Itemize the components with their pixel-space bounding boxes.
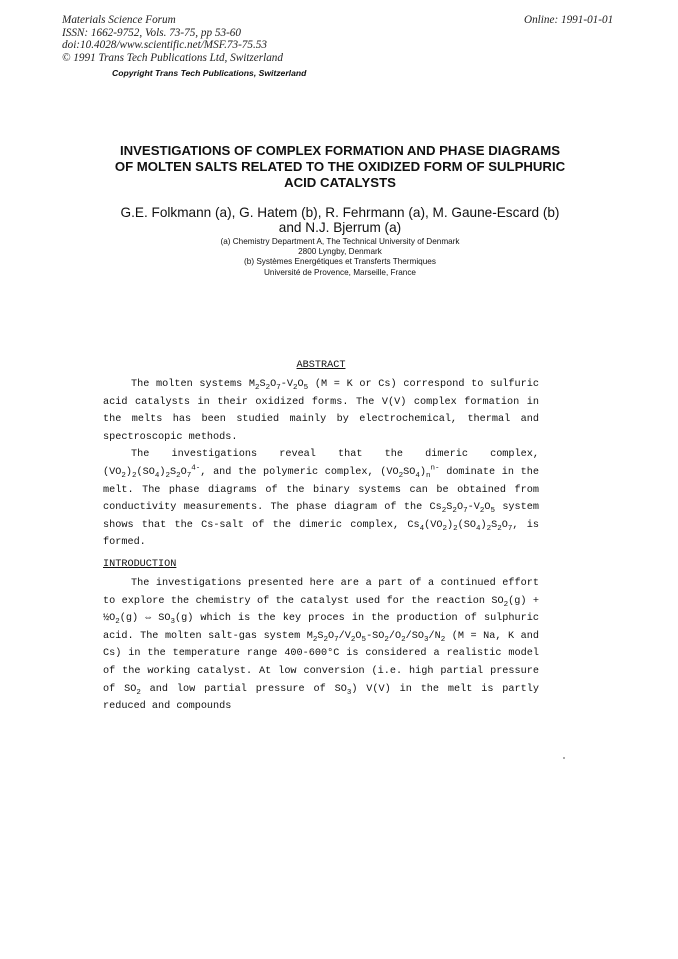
abstract-paragraph-1: The molten systems $M_2S_2O_7-V_2O_5$ (M = K or Cs) correspond to sulfuric acid catalysts in their oxidized forms. The V(V) complex formation in the melts has been studied mainly by electrochemical, thermal and spectroscopic methods. bbox=[103, 379, 539, 443]
copyright-line: © 1991 Trans Tech Publications Ltd, Switzerland bbox=[62, 51, 283, 64]
issn-line: ISSN: 1662-9752, Vols. 73-75, pp 53-60 bbox=[62, 26, 241, 39]
title-line: INVESTIGATIONS OF COMPLEX FORMATION AND PHASE DIAGRAMS bbox=[119, 143, 561, 158]
copyright-note: Copyright Trans Tech Publications, Switzerland bbox=[112, 68, 307, 78]
abstract-body bbox=[103, 376, 539, 552]
journal-header bbox=[62, 14, 283, 64]
paper-title bbox=[90, 143, 590, 191]
scan-speck bbox=[563, 757, 565, 759]
introduction-body bbox=[103, 575, 539, 716]
authors bbox=[90, 205, 590, 235]
affiliations bbox=[90, 237, 590, 278]
affiliation-line: (a) Chemistry Department A, The Technical University of Denmark bbox=[220, 237, 460, 246]
title-line: ACID CATALYSTS bbox=[284, 175, 396, 190]
online-date: Online: 1991-01-01 bbox=[524, 14, 614, 26]
abstract-heading: ABSTRACT bbox=[296, 360, 346, 371]
authors-line: G.E. Folkmann (a), G. Hatem (b), R. Fehrmann (a), M. Gaune-Escard (b) bbox=[120, 205, 560, 220]
affiliation-line: Université de Provence, Marseille, France bbox=[264, 267, 416, 277]
journal-name: Materials Science Forum bbox=[62, 14, 176, 26]
abstract-paragraph-2: The investigations reveal that the dimeric complex, $(VO_2)_2(SO_4)_2S_2O_7^{4-}$, and the polymeric complex, $(VO_2SO_4)_n^{n-}$ dominate in the melt. The phase diagrams of the binary systems can be obtained from conductivity measurements. The phase diagram of the $Cs_2S_2O_7-V_2O_5$ system shows that the Cs-salt of the dimeric complex, $Cs_4(VO_2)_2(SO_4)_2S_2O_7$, is formed. bbox=[103, 449, 539, 549]
title-line: OF MOLTEN SALTS RELATED TO THE OXIDIZED FORM OF SULPHURIC bbox=[114, 159, 566, 174]
authors-line: and N.J. Bjerrum (a) bbox=[278, 220, 402, 235]
affiliation-line: 2800 Lyngby, Denmark bbox=[298, 247, 382, 257]
doi-line[interactable]: doi:10.4028/www.scientific.net/MSF.73-75.53 bbox=[62, 39, 267, 52]
introduction-paragraph: The investigations presented here are a part of a continued effort to explore the chemistry of the catalyst used for the reaction $SO_2(g)$ + $\frac{1}{2}O_2(g)$ ⇔ $SO_3(g)$ which is the key proces in the production of sulphuric acid. The molten salt-gas system $M_2S_2O_7/V_2O_5-SO_2/O_2/SO_3/N_2$ (M = Na, K and Cs) in the temperature range 400-600°C is considered a realistic model of the working catalyst. At low conversion (i.e. high partial pressure of $SO_2$ and low partial pressure of $SO_3$) V(V) in the melt is partly reduced and compounds bbox=[103, 578, 539, 713]
introduction-heading: INTRODUCTION bbox=[103, 559, 177, 570]
affiliation-line: (b) Systèmes Energétiques et Transferts Thermiques bbox=[244, 257, 436, 267]
